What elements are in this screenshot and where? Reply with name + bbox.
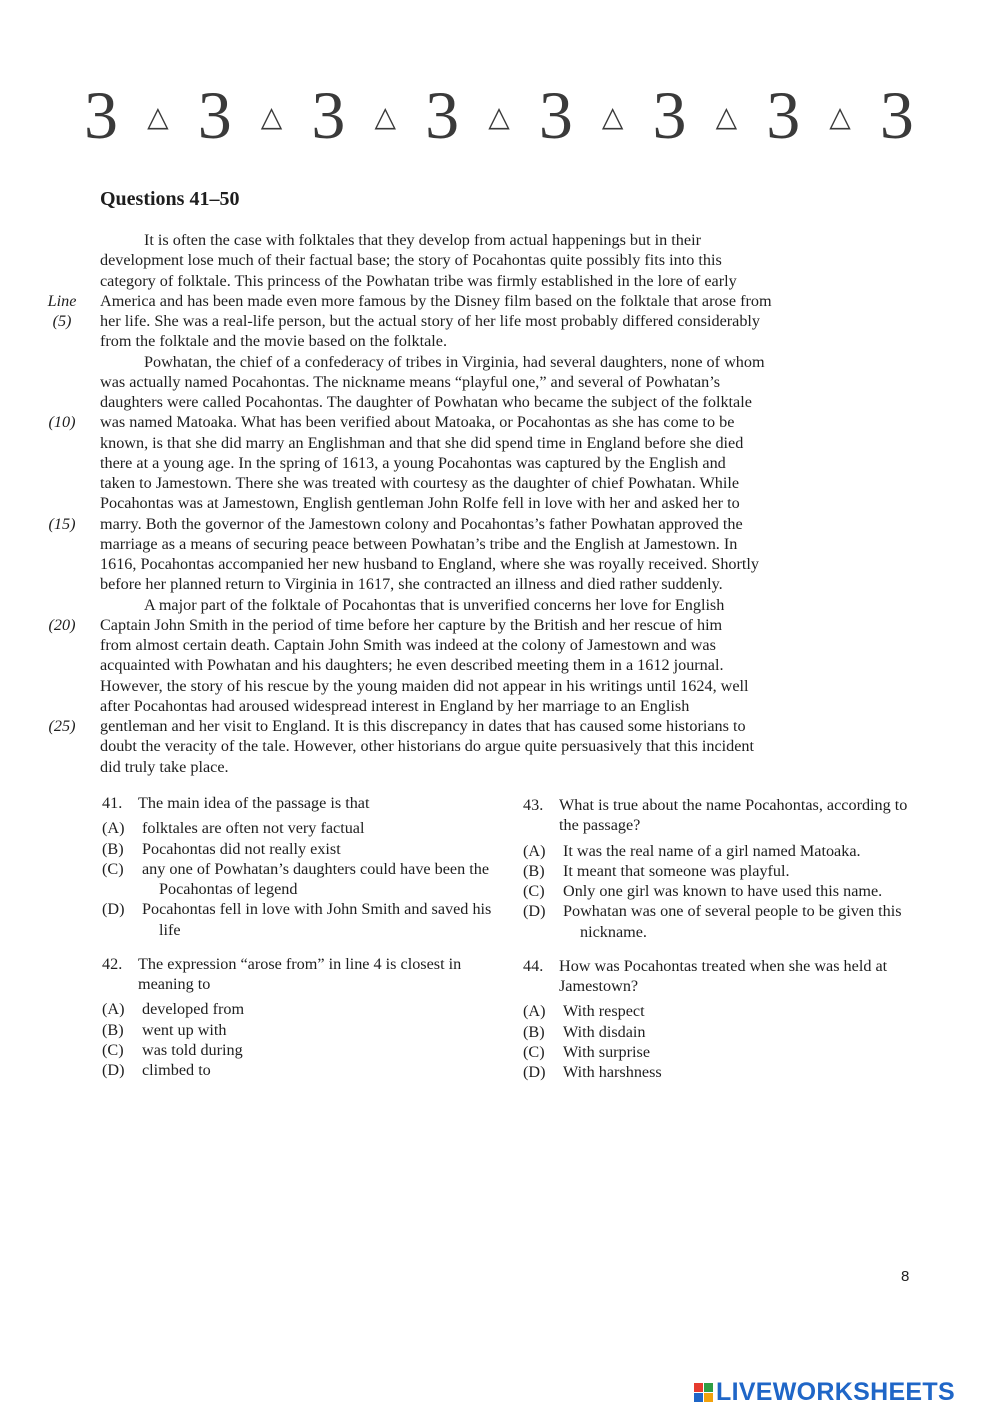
question-text: How was Pocahontas treated when she was held at Jamestown?	[559, 956, 888, 995]
option-text: Powhatan was one of several people to be given this nickname.	[563, 902, 902, 941]
passage-text: marriage as a means of securing peace between Powhatan’s tribe and the English at Jamestown. In	[100, 534, 738, 553]
passage-line	[52, 311, 900, 331]
section-digit: 3	[538, 77, 573, 153]
triangle-icon: △	[829, 102, 851, 133]
passage-line	[100, 595, 900, 615]
option-letter: (A)	[102, 819, 125, 838]
section-digit: 3	[197, 77, 232, 153]
passage-line	[100, 271, 900, 291]
passage-text: category of folktale. This princess of the Powhatan tribe was firmly established in the lore of early	[100, 271, 737, 290]
passage-text: did truly take place.	[100, 757, 229, 776]
option-text: Only one girl was known to have used this name.	[563, 882, 883, 900]
triangle-icon: △	[374, 102, 397, 133]
option-letter: (D)	[523, 1063, 546, 1081]
passage-line	[100, 534, 900, 554]
answer-option[interactable]	[102, 839, 492, 859]
logo-square	[704, 1393, 713, 1402]
logo-square	[704, 1383, 713, 1392]
option-letter: (B)	[102, 1020, 124, 1039]
option-text: Pocahontas did not really exist	[142, 839, 341, 858]
passage-line	[100, 635, 900, 655]
answer-option[interactable]	[523, 1062, 908, 1082]
questions-heading: Questions 41–50	[100, 188, 240, 210]
passage-text: taken to Jamestown. There she was treated with courtesy as the daughter of chief Powhatan. While	[100, 474, 740, 492]
option-letter: (B)	[523, 861, 545, 880]
answer-option[interactable]	[102, 899, 492, 940]
line-number-marker: (25)	[48, 717, 76, 735]
passage-text: Pocahontas was at Jamestown, English gentleman John Rolfe fell in love with her and asked her to	[100, 494, 740, 513]
passage-line	[100, 696, 900, 716]
option-letter: (C)	[523, 882, 545, 900]
question-number: 42.	[102, 954, 123, 973]
option-text: With respect	[563, 1002, 645, 1021]
option-letter: (C)	[102, 1040, 124, 1059]
answer-options	[523, 841, 908, 942]
option-letter: (A)	[102, 1000, 125, 1019]
answer-option[interactable]	[523, 881, 908, 901]
passage-line	[100, 433, 900, 453]
section-digit: 3	[879, 77, 914, 153]
answer-options	[102, 999, 492, 1080]
answer-option[interactable]	[523, 841, 908, 861]
passage-text: However, the story of his rescue by the young maiden did not appear in his writings until 1624, well	[100, 676, 749, 695]
passage-line	[48, 615, 900, 635]
passage-text: from the folktale and the movie based on the folktale.	[100, 332, 448, 351]
answer-option[interactable]	[102, 1060, 492, 1080]
passage-line	[48, 716, 900, 736]
option-text: any one of Powhatan’s daughters could have been the Pocahontas of legend	[142, 859, 490, 898]
passage-text: after Pocahontas had aroused widespread interest in England by her marriage to an English	[100, 696, 690, 715]
passage-line	[100, 676, 900, 696]
triangle-icon: △	[488, 102, 510, 133]
passage-text: Captain John Smith in the period of time before her capture by the British and her rescue of him	[100, 615, 723, 634]
question-43	[523, 795, 908, 942]
line-number-marker: (15)	[48, 514, 76, 533]
questions-left-column	[102, 793, 492, 1094]
section-number-banner	[84, 77, 914, 153]
section-digit: 3	[766, 77, 801, 153]
passage-text: gentleman and her visit to England. It is this discrepancy in dates that has caused some historians to	[100, 717, 746, 735]
answer-option[interactable]	[102, 999, 492, 1019]
section-digit: 3	[652, 77, 687, 153]
option-letter: (A)	[523, 1002, 546, 1021]
triangle-icon: △	[147, 102, 169, 133]
logo-squares-icon	[694, 1383, 713, 1402]
option-text: Pocahontas fell in love with John Smith and saved his life	[142, 900, 492, 939]
option-letter: (D)	[102, 900, 125, 919]
question-44	[523, 956, 908, 1083]
passage-line	[100, 574, 900, 594]
triangle-icon: △	[601, 102, 624, 133]
option-letter: (B)	[102, 839, 124, 858]
option-text: folktales are often not very factual	[142, 819, 365, 838]
option-text: It meant that someone was playful.	[563, 861, 790, 880]
passage-text: was named Matoaka. What has been verified about Matoaka, or Pocahontas as she has come to be	[100, 413, 735, 432]
answer-option[interactable]	[523, 1042, 908, 1062]
passage-line	[100, 473, 900, 493]
passage-text: development lose much of their factual base; the story of Pocahontas quite possibly fits into this	[100, 251, 722, 270]
option-letter: (C)	[102, 859, 124, 878]
passage-line	[100, 352, 900, 372]
answer-option[interactable]	[523, 1001, 908, 1021]
passage-text: acquainted with Powhatan and his daughters; he even described meeting them in a 1612 journal.	[100, 656, 724, 675]
option-text: With disdain	[563, 1022, 646, 1041]
passage-text: 1616, Pocahontas accompanied her new husband to England, where she was royally received. Shortly	[100, 555, 760, 573]
question-41	[102, 793, 492, 940]
line-number-marker: Line	[47, 291, 77, 310]
passage-line	[100, 250, 900, 270]
question-text: The expression “arose from” in line 4 is closest in meaning to	[138, 954, 462, 993]
option-text: It was the real name of a girl named Matoaka.	[563, 841, 861, 860]
passage-line	[48, 514, 900, 534]
question-number: 43.	[523, 796, 544, 814]
liveworksheets-logo[interactable]	[694, 1378, 955, 1407]
option-text: was told during	[142, 1040, 243, 1059]
passage-text: A major part of the folktale of Pocahontas that is unverified concerns her love for English	[144, 595, 725, 614]
question-number: 41.	[102, 794, 123, 812]
question-stem	[102, 793, 492, 813]
passage-text: known, is that she did marry an Englishman and that she did spend time in England before she died	[100, 433, 744, 452]
passage-line	[100, 372, 900, 392]
option-text: With harshness	[563, 1063, 662, 1081]
line-number-marker: (10)	[48, 413, 76, 432]
passage-line	[100, 493, 900, 513]
answer-option[interactable]	[102, 1020, 492, 1040]
line-number-marker: (20)	[48, 615, 76, 634]
reading-passage	[47, 230, 900, 777]
passage-line	[100, 331, 900, 351]
questions-right-column	[523, 795, 908, 1096]
answer-options	[102, 818, 492, 940]
passage-text: there at a young age. In the spring of 1613, a young Pocahontas was captured by the English and	[100, 453, 726, 472]
option-text: developed from	[142, 1000, 245, 1019]
answer-option[interactable]	[523, 861, 908, 881]
option-text: climbed to	[142, 1061, 211, 1079]
question-text: What is true about the name Pocahontas, according to the passage?	[559, 796, 908, 835]
answer-option[interactable]	[523, 901, 908, 942]
section-digit: 3	[84, 77, 118, 153]
option-letter: (D)	[102, 1061, 125, 1079]
question-42	[102, 954, 492, 1081]
passage-line	[100, 554, 900, 574]
logo-square	[694, 1393, 703, 1402]
passage-text: was actually named Pocahontas. The nickname means “playful one,” and several of Powhatan’s	[100, 372, 721, 391]
option-letter: (A)	[523, 841, 546, 860]
triangle-icon: △	[260, 102, 283, 133]
passage-line	[100, 736, 900, 756]
line-number-marker: (5)	[52, 312, 72, 330]
passage-text: It is often the case with folktales that they develop from actual happenings but in their	[144, 231, 701, 249]
passage-text: daughters were called Pocahontas. The daughter of Powhatan who became the subject of the folktale	[100, 393, 752, 411]
option-letter: (C)	[523, 1042, 545, 1061]
answer-option[interactable]	[102, 859, 492, 900]
passage-line	[100, 453, 900, 473]
passage-text: Powhatan, the chief of a confederacy of tribes in Virginia, had several daughters, none of whom	[144, 352, 765, 371]
passage-text: her life. She was a real-life person, but the actual story of her life most probably differed considerably	[100, 312, 761, 330]
section-digit: 3	[311, 77, 346, 153]
answer-option[interactable]	[102, 1040, 492, 1060]
passage-text: doubt the veracity of the tale. However, other historians do argue quite persuasively that this incident	[100, 737, 755, 756]
logo-square	[694, 1383, 703, 1392]
triangle-icon: △	[715, 102, 738, 133]
question-text: The main idea of the passage is that	[138, 794, 370, 812]
question-number: 44.	[523, 956, 544, 975]
answer-option[interactable]	[523, 1022, 908, 1042]
passage-line	[100, 230, 900, 250]
answer-option[interactable]	[102, 818, 492, 838]
question-stem	[523, 956, 908, 997]
section-digit: 3	[425, 77, 460, 153]
option-text: went up with	[142, 1020, 227, 1039]
passage-text: before her planned return to Virginia in 1617, she contracted an illness and died rather suddenly.	[100, 575, 723, 594]
question-stem	[102, 954, 492, 995]
option-text: With surprise	[563, 1042, 651, 1061]
passage-line	[48, 412, 900, 432]
passage-line	[47, 291, 900, 311]
logo-text: LIVEWORKSHEETS	[716, 1378, 955, 1406]
passage-line	[100, 655, 900, 675]
passage-text: America and has been made even more famous by the Disney film based on the folktale that arose from	[100, 291, 772, 310]
passage-text: marry. Both the governor of the Jamestown colony and Pocahontas’s father Powhatan approved the	[100, 514, 743, 533]
passage-line	[100, 392, 900, 412]
answer-options	[523, 1001, 908, 1082]
option-letter: (B)	[523, 1022, 545, 1041]
question-stem	[523, 795, 908, 836]
passage-line	[100, 757, 900, 777]
page-number: 8	[901, 1268, 910, 1285]
option-letter: (D)	[523, 902, 546, 921]
passage-text: from almost certain death. Captain John Smith was indeed at the colony of Jamestown and was	[100, 636, 716, 654]
